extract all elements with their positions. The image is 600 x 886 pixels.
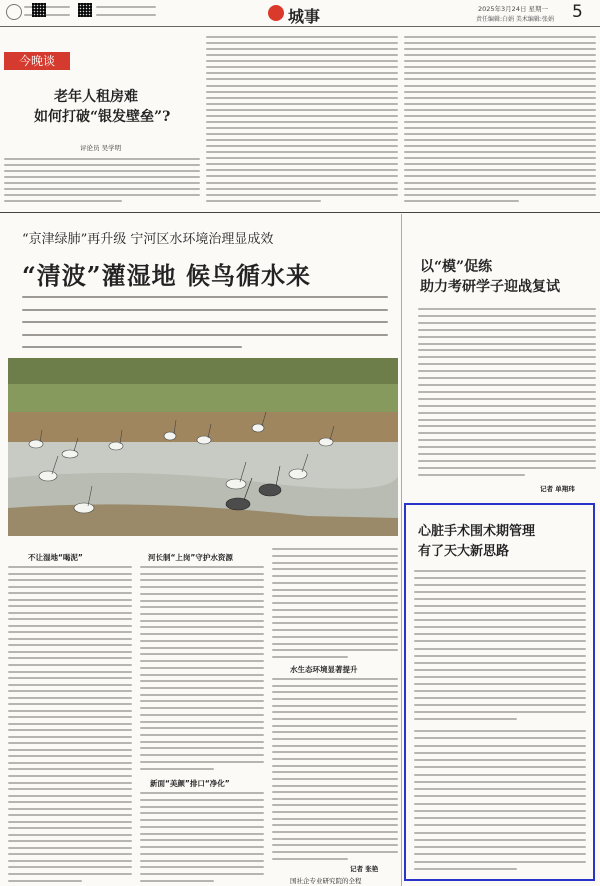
editor-credit: 责任编辑:白娟 美术编辑:张娟 bbox=[476, 16, 554, 23]
feature-body-col2b bbox=[140, 792, 264, 882]
subhead-wetland: 不让湿地“喝泥” bbox=[28, 553, 83, 562]
bottom-teaser: 国社企专业研究院的全程 bbox=[290, 877, 362, 885]
issue-date: 2025年3月24日 星期一 bbox=[478, 5, 549, 13]
section-title: 城事 bbox=[288, 7, 321, 26]
side-headline-2: 助力考研学子迎战复试 bbox=[420, 279, 560, 295]
subhead-ecology: 水生态环境显著提升 bbox=[290, 665, 358, 674]
feature-body-col1 bbox=[8, 566, 132, 882]
boxed-headline-2: 有了天大新思路 bbox=[418, 544, 510, 559]
feature-body-col2a bbox=[140, 566, 264, 770]
feature-headline: “清波”灌湿地 候鸟循水来 bbox=[22, 261, 311, 290]
masthead-rule bbox=[0, 26, 600, 27]
boxed-body-1 bbox=[414, 570, 586, 720]
feature-lead-text bbox=[22, 296, 388, 348]
subhead-outfall: 新面“美颜”排口“净化” bbox=[150, 779, 230, 788]
column-rule-right bbox=[401, 214, 402, 886]
column-tag: 今晚谈 bbox=[4, 52, 70, 70]
essay-body-col3 bbox=[404, 36, 596, 202]
qr-code-right bbox=[78, 3, 92, 17]
side-body bbox=[418, 308, 596, 476]
side-headline-1: 以“模”促练 bbox=[420, 259, 493, 275]
newspaper-logo bbox=[6, 4, 22, 20]
masthead-info-left bbox=[24, 6, 70, 16]
boxed-body-2 bbox=[414, 730, 586, 870]
qr-code-left bbox=[32, 3, 46, 17]
essay-byline: 评论员 吴学明 bbox=[80, 144, 122, 152]
feature-kicker: “京津绿肺”再升级 宁河区水环境治理显成效 bbox=[22, 232, 274, 247]
section-divider bbox=[0, 212, 600, 213]
essay-headline-1: 老年人租房难 bbox=[54, 89, 138, 105]
feature-body-col3b bbox=[272, 678, 398, 860]
essay-body-col1 bbox=[4, 158, 200, 202]
feature-photo bbox=[8, 358, 398, 536]
boxed-headline-1: 心脏手术围术期管理 bbox=[418, 524, 536, 539]
subhead-river-chief: 河长制“上岗”守护水资源 bbox=[148, 553, 233, 562]
section-icon bbox=[268, 5, 284, 21]
page-number: 5 bbox=[572, 2, 583, 22]
side-byline: 记者 单翔玮 bbox=[540, 485, 575, 493]
feature-byline: 记者 张艳 bbox=[350, 865, 379, 873]
essay-body-col2 bbox=[206, 36, 398, 202]
masthead-info-right bbox=[96, 6, 156, 16]
feature-body-col3a bbox=[272, 548, 398, 658]
essay-headline-2: 如何打破“银发壁垒”? bbox=[34, 109, 171, 125]
